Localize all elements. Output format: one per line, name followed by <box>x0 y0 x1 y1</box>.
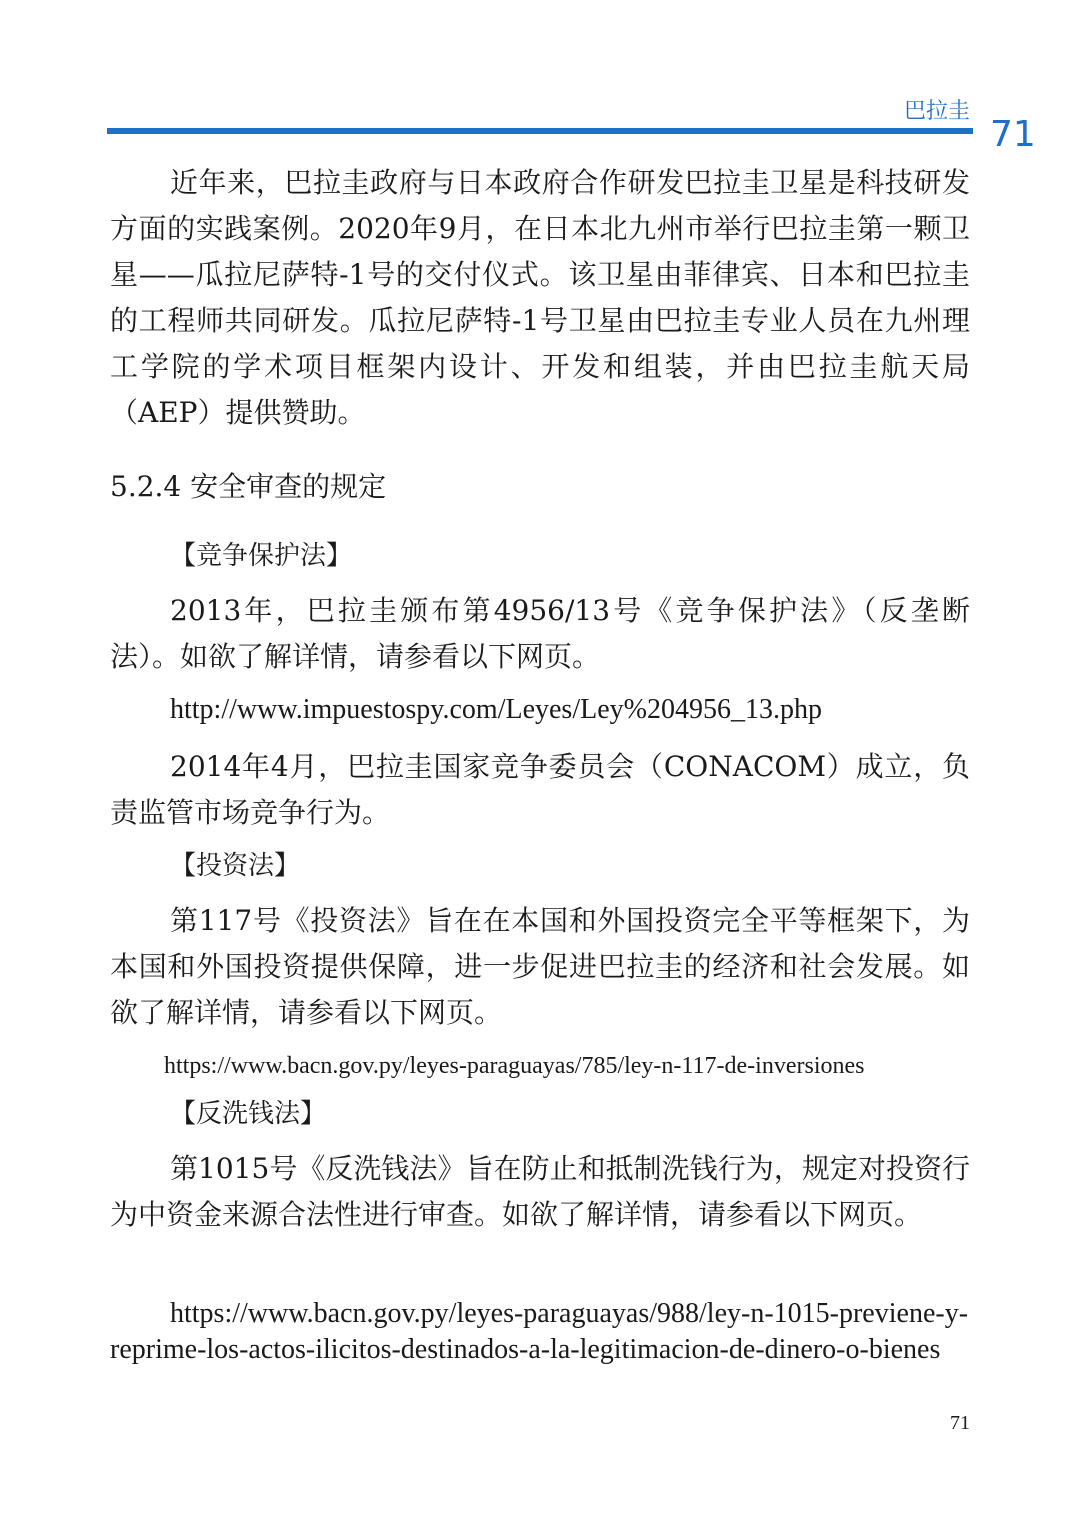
anti-money-laundering-law-paragraph: 第1015号《反洗钱法》旨在防止和抵制洗钱行为，规定对投资行为中资金来源合法性进行审查。如欲了解详情，请参看以下网页。 <box>110 1152 970 1231</box>
footer-page-number: 71 <box>950 1412 970 1434</box>
conacom-paragraph: 2014年4月，巴拉圭国家竞争委员会（CONACOM）成立，负责监管市场竞争行为。 <box>110 750 970 829</box>
header-divider <box>107 128 973 134</box>
anti-money-laundering-law-link[interactable]: https://www.bacn.gov.py/leyes-paraguayas/988/ley-n-1015-previene-y-reprime-los-actos-ilicitos-destinados-a-la-legitimacion-de-dinero-o-bienes <box>110 1298 969 1365</box>
competition-law-title: 【竞争保护法】 <box>170 541 353 571</box>
investment-law-link[interactable]: https://www.bacn.gov.py/leyes-paraguayas/785/ley-n-117-de-inversiones <box>164 1053 865 1079</box>
investment-law-title: 【投资法】 <box>170 851 301 881</box>
intro-paragraph: 近年来，巴拉圭政府与日本政府合作研发巴拉圭卫星是科技研发方面的实践案例。2020年9月，在日本北九州市举行巴拉圭第一颗卫星——瓜拉尼萨特-1号的交付仪式。该卫星由菲律宾、日本和巴拉圭的工程师共同研发。瓜拉尼萨特-1号卫星由巴拉圭专业人员在九州理工学院的学术项目框架内设计、开发和组装，并由巴拉圭航天局（AEP）提供赞助。 <box>110 166 970 429</box>
running-header-title: 巴拉圭 <box>903 99 970 124</box>
investment-law-paragraph: 第117号《投资法》旨在在本国和外国投资完全平等框架下，为本国和外国投资提供保障，进一步促进巴拉圭的经济和社会发展。如欲了解详情，请参看以下网页。 <box>110 904 970 1029</box>
section-heading: 5.2.4 安全审查的规定 <box>110 470 387 503</box>
competition-law-link[interactable]: http://www.impuestospy.com/Leyes/Ley%204956_13.php <box>170 694 822 725</box>
competition-law-paragraph: 2013年，巴拉圭颁布第4956/13号《竞争保护法》（反垄断法）。如欲了解详情，请参看以下网页。 <box>110 594 970 673</box>
anti-money-laundering-law-title: 【反洗钱法】 <box>170 1099 327 1129</box>
header-page-number: 71 <box>990 114 1036 155</box>
